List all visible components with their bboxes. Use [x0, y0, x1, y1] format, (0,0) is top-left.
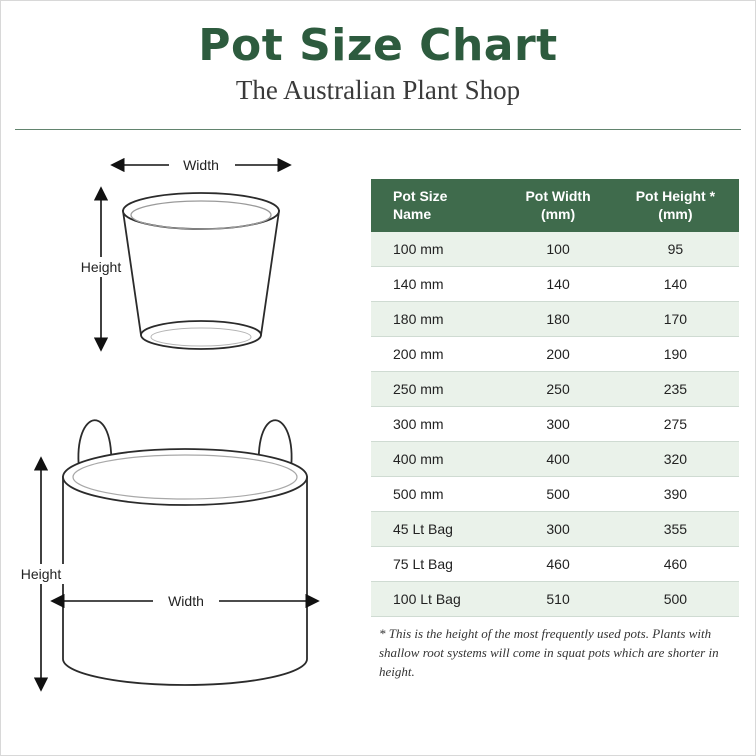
cell-pot-size-name: 75 Lt Bag	[371, 547, 504, 582]
cell-pot-height: 95	[612, 232, 739, 267]
pot-size-table	[371, 179, 739, 617]
cell-pot-height: 275	[612, 407, 739, 442]
bag-width-label: Width	[168, 593, 204, 609]
cell-pot-size-name: 500 mm	[371, 477, 504, 512]
cell-pot-width: 250	[504, 372, 611, 407]
cell-pot-size-name: 140 mm	[371, 267, 504, 302]
table-row	[371, 512, 739, 547]
cell-pot-width: 510	[504, 582, 611, 617]
table-footnote: * This is the height of the most frequently used pots. Plants with shallow root systems will come in squat pots which are shorter in height.	[379, 626, 719, 679]
pot-width-label: Width	[183, 157, 219, 173]
cell-pot-size-name: 250 mm	[371, 372, 504, 407]
grow-bag-diagram	[11, 420, 307, 685]
cell-pot-size-name: 100 Lt Bag	[371, 582, 504, 617]
cell-pot-size-name: 400 mm	[371, 442, 504, 477]
cell-pot-height: 140	[612, 267, 739, 302]
cell-pot-height: 320	[612, 442, 739, 477]
pot-size-table-wrapper	[371, 179, 739, 617]
cell-pot-size-name: 180 mm	[371, 302, 504, 337]
cell-pot-width: 500	[504, 477, 611, 512]
column-header-line1: Pot Size	[393, 188, 448, 204]
illustration-column	[1, 139, 361, 749]
pot-diagram	[71, 155, 279, 349]
cell-pot-width: 180	[504, 302, 611, 337]
column-header-line2: (mm)	[658, 205, 693, 222]
cell-pot-width: 100	[504, 232, 611, 267]
cell-pot-height: 170	[612, 302, 739, 337]
page-title: Pot Size Chart	[198, 20, 558, 71]
page-header	[1, 1, 755, 106]
page-subtitle: The Australian Plant Shop	[235, 75, 521, 106]
column-header-pot-height	[612, 179, 739, 232]
cell-pot-width: 460	[504, 547, 611, 582]
table-row	[371, 442, 739, 477]
cell-pot-height: 190	[612, 337, 739, 372]
cell-pot-height: 235	[612, 372, 739, 407]
table-row	[371, 337, 739, 372]
table-header-row	[371, 179, 739, 232]
cell-pot-width: 140	[504, 267, 611, 302]
cell-pot-width: 200	[504, 337, 611, 372]
column-header-line1: Pot Height *	[635, 188, 716, 204]
header-divider	[15, 129, 741, 130]
cell-pot-size-name: 300 mm	[371, 407, 504, 442]
pot-height-label: Height	[80, 259, 122, 275]
table-row	[371, 582, 739, 617]
table-row	[371, 302, 739, 337]
table-row	[371, 232, 739, 267]
bag-height-label: Height	[20, 566, 62, 582]
table-header	[371, 179, 739, 232]
table-body	[371, 232, 739, 617]
table-row	[371, 267, 739, 302]
cell-pot-size-name: 100 mm	[371, 232, 504, 267]
table-row	[371, 477, 739, 512]
cell-pot-width: 300	[504, 407, 611, 442]
cell-pot-height: 390	[612, 477, 739, 512]
table-row	[371, 372, 739, 407]
cell-pot-height: 460	[612, 547, 739, 582]
column-header-line1: Pot Width	[525, 188, 591, 204]
column-header-line2: (mm)	[540, 205, 576, 222]
cell-pot-size-name: 45 Lt Bag	[371, 512, 504, 547]
cell-pot-width: 300	[504, 512, 611, 547]
table-row	[371, 547, 739, 582]
column-header-line2: Name	[393, 205, 432, 222]
cell-pot-height: 355	[612, 512, 739, 547]
pot-and-bag-diagrams	[1, 139, 361, 749]
column-header-pot-width	[504, 179, 611, 232]
table-row	[371, 407, 739, 442]
cell-pot-width: 400	[504, 442, 611, 477]
column-header-pot-size-name	[371, 179, 504, 232]
cell-pot-size-name: 200 mm	[371, 337, 504, 372]
cell-pot-height: 500	[612, 582, 739, 617]
